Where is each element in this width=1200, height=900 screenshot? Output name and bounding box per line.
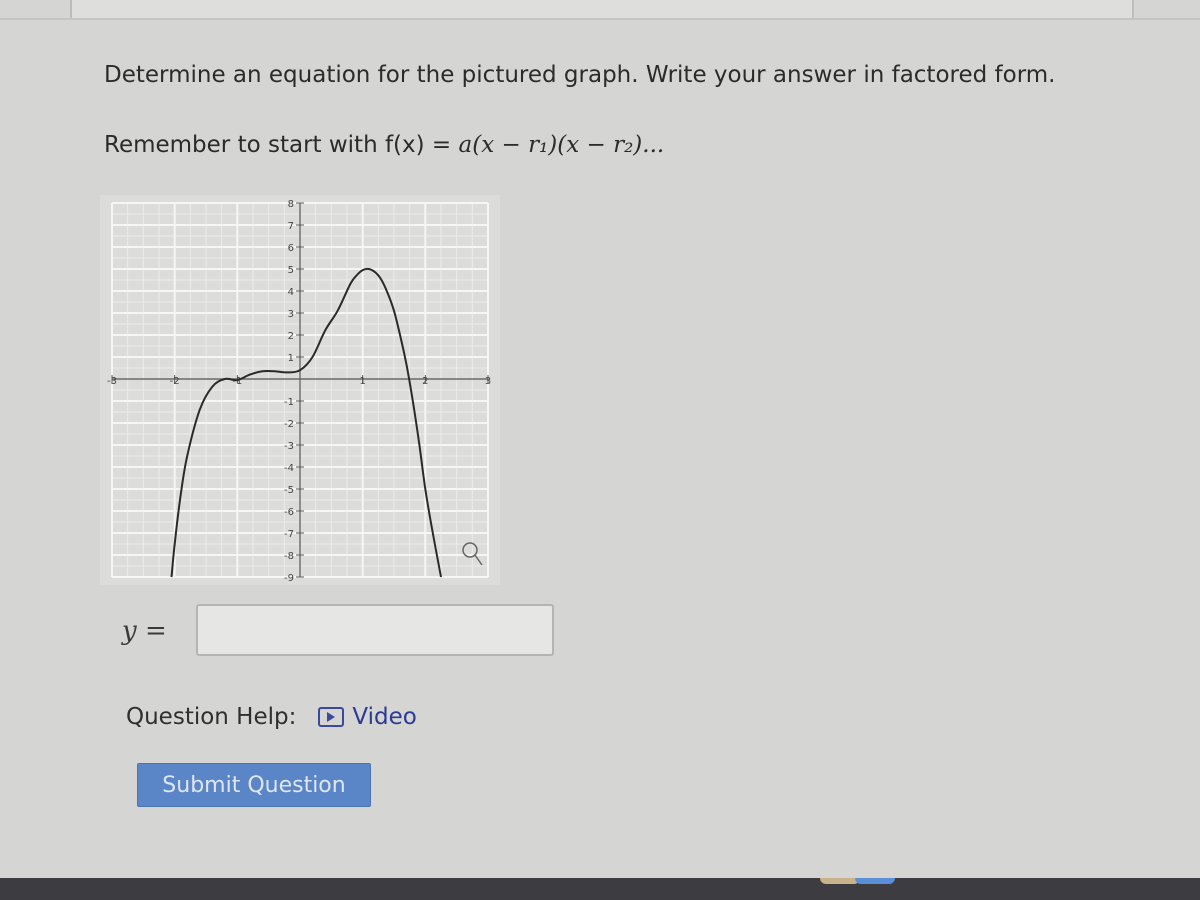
- top-panel-frame: [70, 0, 1134, 20]
- y-tick-label: 7: [287, 221, 294, 232]
- y-tick-label: -1: [284, 397, 294, 408]
- video-link[interactable]: [318, 704, 416, 730]
- y-tick-label: 8: [287, 199, 294, 210]
- x-tick-label: -2: [169, 376, 180, 387]
- graph-svg: [100, 195, 500, 585]
- y-tick-label: 1: [287, 353, 294, 364]
- y-tick-label: -5: [284, 485, 294, 496]
- x-tick-label: -1: [232, 376, 243, 387]
- bottom-accent-right: [855, 878, 895, 884]
- bottom-accent-left: [820, 878, 860, 884]
- y-tick-label: -2: [284, 419, 294, 430]
- top-divider: [0, 18, 1200, 20]
- submit-question-button[interactable]: Submit Question: [137, 763, 371, 807]
- answer-label: y =: [122, 616, 167, 646]
- y-tick-label: 5: [287, 265, 294, 276]
- y-tick-label: 2: [287, 331, 294, 342]
- x-tick-label: 1: [359, 376, 366, 387]
- video-play-icon: [318, 707, 344, 727]
- question-hint: [104, 132, 664, 158]
- answer-input[interactable]: [196, 604, 554, 656]
- y-tick-label: -3: [284, 441, 294, 452]
- y-tick-label: -8: [284, 551, 294, 562]
- y-tick-label: -6: [284, 507, 294, 518]
- y-tick-label: 6: [287, 243, 294, 254]
- video-link-label: Video: [352, 704, 417, 730]
- screen-bottom-bar: [0, 878, 1200, 900]
- question-help: [126, 702, 417, 732]
- y-tick-label: -9: [284, 573, 294, 584]
- y-tick-label: 4: [287, 287, 294, 298]
- y-tick-label: -7: [284, 529, 294, 540]
- question-help-label: Question Help:: [126, 704, 297, 730]
- question-graph[interactable]: [100, 195, 500, 585]
- x-tick-label: 2: [422, 376, 429, 387]
- hint-formula: a(x − r₁)(x − r₂)...: [458, 132, 665, 158]
- question-prompt: Determine an equation for the pictured graph. Write your answer in factored form.: [104, 62, 1056, 88]
- y-tick-label: 3: [287, 309, 294, 320]
- x-tick-label: 3: [484, 376, 492, 387]
- x-tick-label: -3: [107, 376, 117, 387]
- y-tick-label: -4: [284, 463, 294, 474]
- hint-prefix: Remember to start with f(x) =: [104, 132, 459, 158]
